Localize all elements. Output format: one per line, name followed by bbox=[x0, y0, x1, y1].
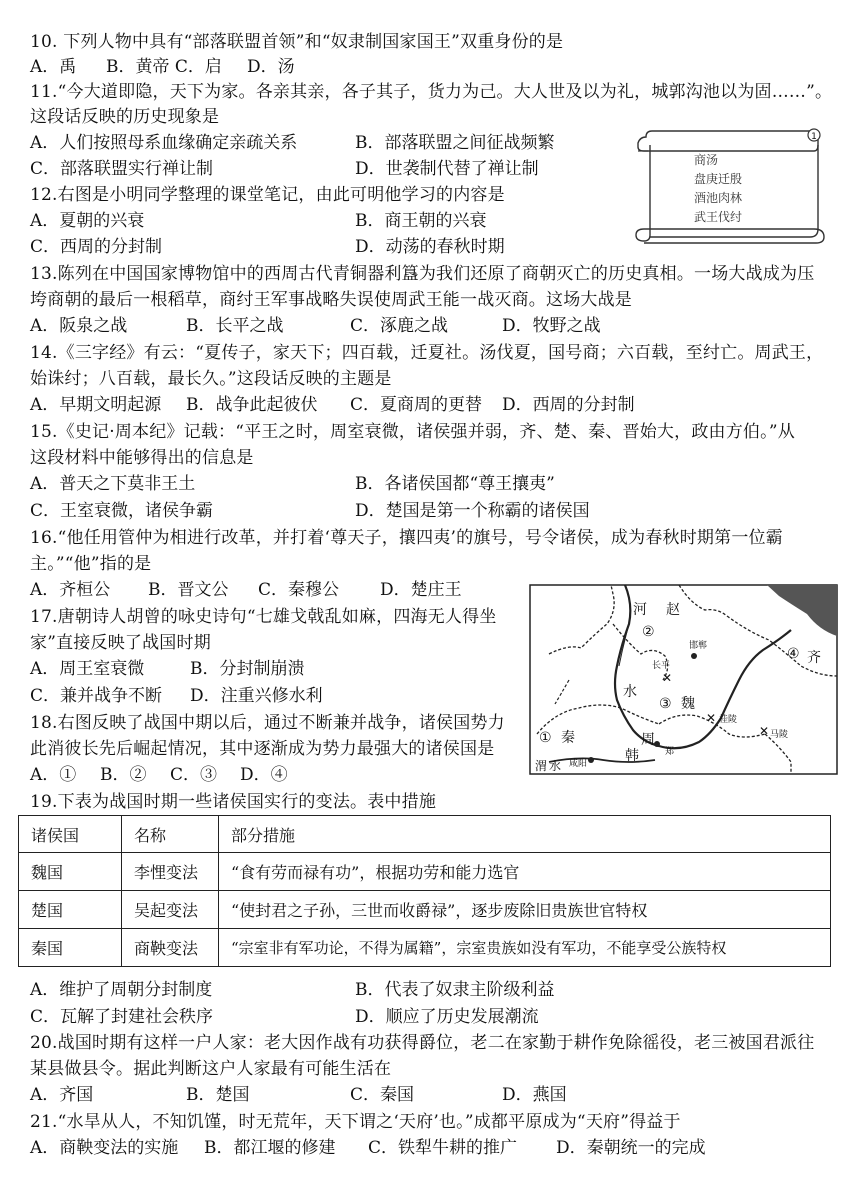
q12-option-c[interactable]: C．西周的分封制 bbox=[30, 237, 163, 257]
table-cell-state: 楚国 bbox=[19, 891, 122, 929]
question-20-stem-line1: 20.战国时期有这样一户人家：老大因作战有功获得爵位，老二在家勤于耕作免除徭役，老三被国君派往 bbox=[30, 1033, 815, 1053]
table-cell-name: 吴起变法 bbox=[122, 891, 219, 929]
question-16-stem-line1: 16.“他任用管仲为相进行改革，并打着‘尊天子，攘四夷’的旗号，号令诸侯，成为春秋时期第一位霸 bbox=[30, 528, 783, 548]
q13-option-a[interactable]: A．阪泉之战 bbox=[30, 316, 128, 336]
q13-option-c[interactable]: C．涿鹿之战 bbox=[350, 316, 449, 336]
map-label-maling: 马陵 bbox=[770, 730, 789, 740]
map-label-wei-river-shui: 水 bbox=[549, 759, 562, 773]
map-label-zhao: 赵 bbox=[666, 602, 680, 618]
q12-option-d[interactable]: D．动荡的春秋时期 bbox=[355, 237, 505, 257]
q17-option-a[interactable]: A．周王室衰微 bbox=[30, 659, 145, 679]
q12-option-a[interactable]: A．夏朝的兴衰 bbox=[30, 211, 145, 231]
q11-option-c[interactable]: C．部落联盟实行禅让制 bbox=[30, 159, 214, 179]
table-cell-measure: “食有劳而禄有功”，根据功劳和能力选官 bbox=[219, 853, 831, 891]
table-header-row bbox=[19, 816, 831, 853]
q20-option-b[interactable]: B．楚国 bbox=[186, 1085, 250, 1105]
question-16-stem-line2: 主。”“他”指的是 bbox=[30, 554, 152, 574]
question-21-stem: 21.“水旱从人，不知饥馑，时无荒年，天下谓之‘天府’也。”成都平原成为“天府”得益于 bbox=[30, 1112, 681, 1132]
map-label-zheng: 郑 bbox=[665, 747, 675, 757]
table-row bbox=[19, 853, 831, 891]
q13-option-d[interactable]: D．牧野之战 bbox=[502, 316, 601, 336]
q10-option-d[interactable]: D．汤 bbox=[247, 57, 295, 77]
q10-option-a[interactable]: A．禹 bbox=[30, 57, 77, 77]
q11-option-a[interactable]: A．人们按照母系血缘确定亲疏关系 bbox=[30, 133, 298, 153]
question-10-stem: 10. 下列人物中具有“部落联盟首领”和“奴隶制国家国王”双重身份的是 bbox=[30, 32, 564, 52]
q12-option-b[interactable]: B．商王朝的兴衰 bbox=[355, 211, 487, 231]
map-label-qin: 秦 bbox=[561, 730, 575, 746]
q21-option-c[interactable]: C．铁犁牛耕的推广 bbox=[368, 1138, 518, 1158]
map-label-handan: 邯郸 bbox=[689, 641, 708, 651]
q14-option-a[interactable]: A．早期文明起源 bbox=[30, 395, 162, 415]
q18-option-d[interactable]: D．④ bbox=[240, 765, 288, 785]
q15-option-c[interactable]: C．王室衰微，诸侯争霸 bbox=[30, 501, 214, 521]
map-label-4: ④ bbox=[787, 646, 800, 662]
question-18-stem-line2: 此消彼长先后崛起情况，其中逐渐成为势力最强大的诸侯国是 bbox=[30, 739, 495, 759]
q20-option-a[interactable]: A．齐国 bbox=[30, 1085, 94, 1105]
q19-option-d[interactable]: D．顺应了历史发展潮流 bbox=[355, 1007, 539, 1027]
question-13-stem-line2: 垮商朝的最后一根稻草，商纣王军事战略失误使周武王能一战灭商。这场大战是 bbox=[30, 290, 632, 310]
scroll-item-4: 武王伐纣 bbox=[694, 210, 743, 224]
map-label-shui: 水 bbox=[623, 684, 637, 700]
q18-option-b[interactable]: B．② bbox=[100, 765, 147, 785]
map-label-2: ② bbox=[642, 624, 655, 640]
scroll-item-2: 盘庚迁殷 bbox=[694, 172, 743, 186]
table-cell-name: 李悝变法 bbox=[122, 853, 219, 891]
map-label-he: 河 bbox=[633, 602, 647, 618]
question-14-stem-line2: 始诛纣；八百载，最长久。”这段话反映的主题是 bbox=[30, 369, 392, 389]
q17-option-c[interactable]: C．兼并战争不断 bbox=[30, 686, 163, 706]
q16-option-a[interactable]: A．齐桓公 bbox=[30, 580, 111, 600]
q17-option-d[interactable]: D．注重兴修水利 bbox=[190, 686, 323, 706]
q19-option-a[interactable]: A．维护了周朝分封制度 bbox=[30, 980, 213, 1000]
scroll-number: 1 bbox=[811, 132, 817, 142]
scroll-item-3: 酒池肉林 bbox=[694, 191, 743, 205]
map-label-3: ③ bbox=[659, 696, 672, 712]
reform-table bbox=[18, 815, 831, 967]
q14-option-c[interactable]: C．夏商周的更替 bbox=[350, 395, 483, 415]
q11-option-d[interactable]: D．世袭制代替了禅让制 bbox=[355, 159, 539, 179]
handan-marker bbox=[691, 653, 697, 659]
q21-option-b[interactable]: B．都江堰的修建 bbox=[204, 1138, 336, 1158]
q10-option-bc[interactable]: B．黄帝 C．启 bbox=[106, 57, 222, 77]
q15-option-b[interactable]: B．各诸侯国都“尊王攘夷” bbox=[355, 474, 555, 494]
q11-option-b[interactable]: B．部落联盟之间征战频繁 bbox=[355, 133, 555, 153]
map-label-wei: 魏 bbox=[681, 696, 695, 712]
maling-cross: ✕ bbox=[759, 724, 770, 738]
map-label-qi: 齐 bbox=[807, 650, 821, 666]
map-label-han: 韩 bbox=[625, 748, 639, 764]
question-14-stem-line1: 14.《三字经》有云：“夏传子，家天下；四百载，迁夏社。汤伐夏，国号商；六百载，至纣亡。周武王， bbox=[30, 343, 824, 363]
changping-cross: ✕ bbox=[662, 671, 673, 685]
question-18-stem-line1: 18.右图反映了战国中期以后，通过不断兼并战争，诸侯国势力 bbox=[30, 713, 505, 733]
table-header-state: 诸侯国 bbox=[19, 816, 122, 853]
q13-option-b[interactable]: B．长平之战 bbox=[186, 316, 284, 336]
q17-option-b[interactable]: B．分封制崩溃 bbox=[190, 659, 305, 679]
xianyang-marker bbox=[588, 757, 594, 763]
question-11-stem-line2: 这段话反映的历史现象是 bbox=[30, 107, 220, 127]
q18-option-a[interactable]: A．① bbox=[30, 765, 77, 785]
q20-option-d[interactable]: D．燕国 bbox=[502, 1085, 567, 1105]
question-13-stem-line1: 13.陈列在中国国家博物馆中的西周古代青铜器利簋为我们还原了商朝灭亡的历史真相。一场大战成为压 bbox=[30, 264, 815, 284]
question-11-stem-line1: 11.“今大道即隐，天下为家。各亲其亲，各子其子，货力为己。大人世及以为礼，城郭沟池以为固……”。 bbox=[30, 82, 833, 102]
question-20-stem-line2: 某县做县令。据此判断这户人家最有可能生活在 bbox=[30, 1059, 392, 1079]
table-header-measures: 部分措施 bbox=[219, 816, 831, 853]
warring-states-map bbox=[529, 584, 838, 775]
q21-option-d[interactable]: D．秦朝统一的完成 bbox=[556, 1138, 706, 1158]
class-notes-scroll-figure bbox=[628, 125, 830, 247]
table-cell-state: 秦国 bbox=[19, 929, 122, 967]
guiling-cross: ✕ bbox=[706, 711, 717, 725]
q18-option-c[interactable]: C．③ bbox=[170, 765, 218, 785]
q16-option-c[interactable]: C．秦穆公 bbox=[258, 580, 340, 600]
question-19-stem: 19.下表为战国时期一些诸侯国实行的变法。表中措施 bbox=[30, 792, 437, 812]
map-label-wei-river: 渭 bbox=[535, 759, 548, 773]
map-label-guiling: 桂陵 bbox=[719, 715, 738, 725]
table-row bbox=[19, 929, 831, 967]
map-label-1: ① bbox=[539, 730, 552, 746]
q20-option-c[interactable]: C．秦国 bbox=[350, 1085, 415, 1105]
table-cell-measure: “使封君之子孙，三世而收爵禄”，逐步废除旧贵族世官特权 bbox=[219, 891, 831, 929]
question-15-stem-line1: 15.《史记·周本纪》记载：“平王之时，周室衰微，诸侯强并弱，齐、楚、秦、晋始大，政由方伯。”从 bbox=[30, 422, 795, 442]
scroll-item-1: 商汤 bbox=[694, 153, 719, 167]
q19-option-c[interactable]: C．瓦解了封建社会秩序 bbox=[30, 1007, 214, 1027]
map-drawing bbox=[529, 584, 838, 775]
question-15-stem-line2: 这段材料中能够得出的信息是 bbox=[30, 448, 254, 468]
table-row bbox=[19, 891, 831, 929]
question-12-stem: 12.右图是小明同学整理的课堂笔记，由此可明他学习的内容是 bbox=[30, 185, 505, 205]
q15-option-d[interactable]: D．楚国是第一个称霸的诸侯国 bbox=[355, 501, 590, 521]
table-cell-name: 商鞅变法 bbox=[122, 929, 219, 967]
q16-option-b[interactable]: B．晋文公 bbox=[148, 580, 229, 600]
q16-option-d[interactable]: D．楚庄王 bbox=[380, 580, 462, 600]
q21-option-a[interactable]: A．商鞅变法的实施 bbox=[30, 1138, 179, 1158]
map-label-xianyang: 咸阳 bbox=[569, 759, 588, 769]
q15-option-a[interactable]: A．普天之下莫非王土 bbox=[30, 474, 196, 494]
map-label-zhou: 周 bbox=[641, 732, 655, 748]
table-cell-state: 魏国 bbox=[19, 853, 122, 891]
table-header-name: 名称 bbox=[122, 816, 219, 853]
q14-option-d[interactable]: D．西周的分封制 bbox=[502, 395, 635, 415]
map-label-changping: 长平 bbox=[652, 661, 671, 671]
table-cell-measure: “宗室非有军功论，不得为属籍”，宗室贵族如没有军功，不能享受公族特权 bbox=[219, 929, 831, 967]
q14-option-b[interactable]: B．战争此起彼伏 bbox=[186, 395, 318, 415]
q19-option-b[interactable]: B．代表了奴隶主阶级利益 bbox=[355, 980, 555, 1000]
question-17-stem-line1: 17.唐朝诗人胡曾的咏史诗句“七雄戈戟乱如麻，四海无人得坐 bbox=[30, 607, 497, 627]
question-17-stem-line2: 家”直接反映了战国时期 bbox=[30, 633, 211, 653]
